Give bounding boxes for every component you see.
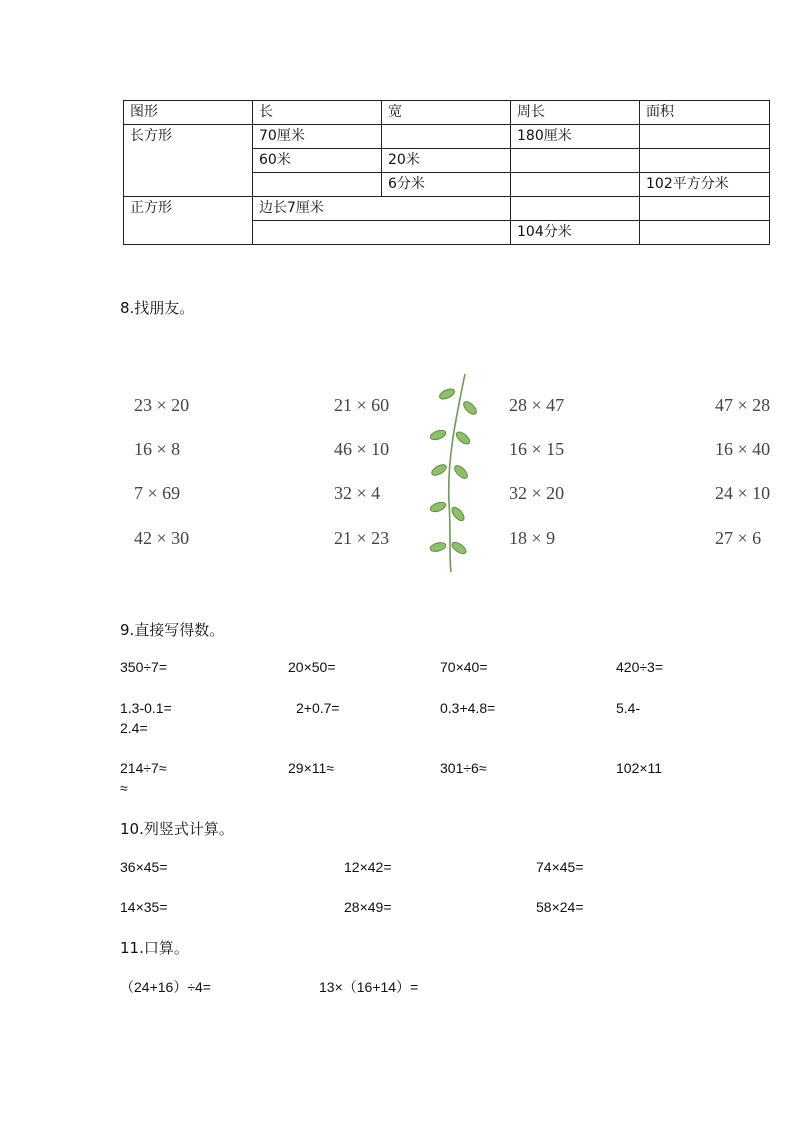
question-11-title: 11.口算。 xyxy=(120,939,189,957)
expression: 23 × 20 xyxy=(134,395,190,415)
table-header-cell: 周长 xyxy=(511,101,640,125)
table-header-row xyxy=(124,101,770,125)
arithmetic-item: 420÷3= xyxy=(616,659,664,675)
arithmetic-item: 58×24= xyxy=(536,899,584,915)
arithmetic-item: 1.3-0.1= xyxy=(120,700,172,716)
expression: 16 × 40 xyxy=(715,439,771,459)
question-8-title: 8.找朋友。 xyxy=(120,299,195,317)
arithmetic-item: 2+0.7= xyxy=(296,700,340,716)
table-cell: 60米 xyxy=(253,149,382,173)
vine-leaf-icon xyxy=(425,372,485,577)
table-cell: 180厘米 xyxy=(511,125,640,149)
table-cell: 边长7厘米 xyxy=(253,197,511,221)
arithmetic-item: 36×45= xyxy=(120,859,168,875)
table-row xyxy=(124,197,770,221)
expression: 46 × 10 xyxy=(334,439,390,459)
question-10-title: 10.列竖式计算。 xyxy=(120,820,234,838)
expression: 32 × 20 xyxy=(509,483,565,503)
arithmetic-item: 29×11≈ xyxy=(288,760,334,776)
expression: 28 × 47 xyxy=(509,395,565,415)
arithmetic-item: 74×45= xyxy=(536,859,584,875)
arithmetic-item: 214÷7≈ xyxy=(120,760,167,776)
expression: 21 × 60 xyxy=(334,395,390,415)
table-header-cell: 图形 xyxy=(124,101,253,125)
expression: 16 × 15 xyxy=(509,439,565,459)
table-cell: 104分米 xyxy=(511,221,640,245)
expression: 47 × 28 xyxy=(715,395,771,415)
table-cell xyxy=(640,149,770,173)
arithmetic-item: 102×11 xyxy=(616,760,663,776)
table-cell xyxy=(640,221,770,245)
arithmetic-item: 70×40= xyxy=(440,659,488,675)
arithmetic-item: 13×（16+14）= xyxy=(319,979,419,995)
table-row xyxy=(124,125,770,149)
table-header-cell: 长 xyxy=(253,101,382,125)
table-cell xyxy=(511,149,640,173)
table-header-cell: 面积 xyxy=(640,101,770,125)
table-header-cell: 宽 xyxy=(382,101,511,125)
arithmetic-item: 5.4- xyxy=(616,700,641,716)
arithmetic-item-wrap: 2.4= xyxy=(120,720,148,736)
arithmetic-item: （24+16）÷4= xyxy=(120,979,211,995)
shape-table xyxy=(123,100,770,245)
arithmetic-item: 12×42= xyxy=(344,859,392,875)
arithmetic-item: 0.3+4.8= xyxy=(440,700,496,716)
expression: 18 × 9 xyxy=(509,528,556,548)
question-9-title: 9.直接写得数。 xyxy=(120,621,225,639)
table-cell: 70厘米 xyxy=(253,125,382,149)
expression: 7 × 69 xyxy=(134,483,181,503)
row-label-square: 正方形 xyxy=(124,197,253,245)
table-cell: 6分米 xyxy=(382,173,511,197)
expression: 16 × 8 xyxy=(134,439,181,459)
arithmetic-item: 14×35= xyxy=(120,899,168,915)
expression: 24 × 10 xyxy=(715,483,771,503)
table-cell xyxy=(511,197,640,221)
arithmetic-item: 350÷7= xyxy=(120,659,168,675)
table-cell xyxy=(253,221,511,245)
arithmetic-item: 28×49= xyxy=(344,899,392,915)
arithmetic-item-wrap: ≈ xyxy=(120,780,128,796)
expression: 27 × 6 xyxy=(715,528,762,548)
table-cell xyxy=(382,125,511,149)
arithmetic-item: 301÷6≈ xyxy=(440,760,487,776)
table-cell xyxy=(253,173,382,197)
table-cell xyxy=(640,125,770,149)
table-cell: 20米 xyxy=(382,149,511,173)
expression: 32 × 4 xyxy=(334,483,381,503)
expression: 42 × 30 xyxy=(134,528,190,548)
table-cell: 102平方分米 xyxy=(640,173,770,197)
table-cell xyxy=(511,173,640,197)
arithmetic-item: 20×50= xyxy=(288,659,336,675)
expression: 21 × 23 xyxy=(334,528,390,548)
table-cell xyxy=(640,197,770,221)
row-label-rectangle: 长方形 xyxy=(124,125,253,197)
